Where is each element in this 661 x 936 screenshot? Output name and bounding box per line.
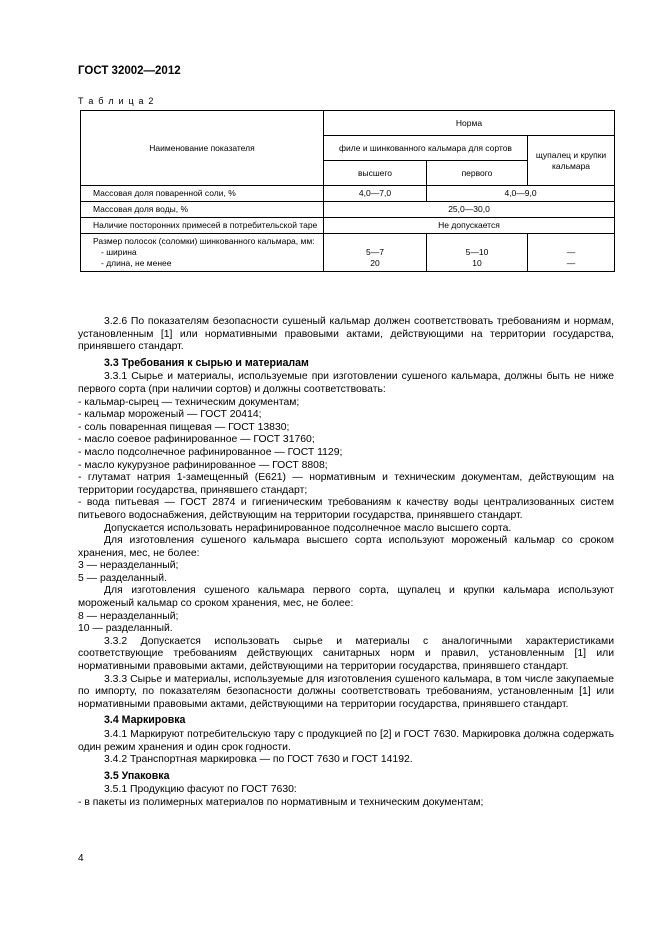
list-item: 5 — разделанный. <box>78 572 167 584</box>
list-item: - в пакеты из полимерных материалов по нормативным и техническим документам; <box>78 796 484 808</box>
list-item: - масло кукурузное рафинированное — ГОСТ 8808; <box>78 459 328 471</box>
header-tentacles: щупалец и крупки кальмара <box>528 136 615 186</box>
paragraph-3-3-3: 3.3.3 Сырье и материалы, используемые для изготовления сушеного кальмара, в том числе закупаемые по импорту, по показателям безопасности должны соответствовать требованиям, установленным [1] или нормативными правовыми актами, действующими на территории государства, принявшего стандарт. <box>78 673 614 710</box>
section-heading-3-3: 3.3 Требования к сырью и материалам <box>104 356 309 369</box>
requirements-table <box>80 110 615 272</box>
cell-rest: 4,0—9,0 <box>427 186 615 202</box>
cell-highest: 4,0—7,0 <box>324 186 427 202</box>
paragraph-3-2-6: 3.2.6 По показателям безопасности сушеный кальмар должен соответствовать требованиям и нормам, установленным [1] или нормативными правовыми актами, действующими на территории государства, принявшего стандарт. <box>78 316 614 353</box>
list-item: - кальмар-сырец — техническим документам; <box>78 396 300 408</box>
section-heading-3-5: 3.5 Упаковка <box>104 769 170 782</box>
cell-all: 25,0—30,0 <box>324 202 615 218</box>
header-fillet: филе и шинкованного кальмара для сортов <box>324 136 528 161</box>
cell-width-highest: 5—7 <box>366 247 384 257</box>
cell-tentacles-group <box>528 234 615 272</box>
document-code: ГОСТ 32002—2012 <box>78 65 181 77</box>
cell-highest-group <box>324 234 427 272</box>
table-row <box>81 202 615 218</box>
page-number: 4 <box>78 853 84 864</box>
row-name: Размер полосок (соломки) шинкованного кальмара, мм: <box>93 236 315 246</box>
paragraph-first-grade: Для изготовления сушеного кальмара первого сорта, щупалец и крупки кальмара используют мороженый кальмар со сроком хранения, мес, не более: <box>78 585 614 610</box>
table-row <box>81 218 615 234</box>
row-name: Наличие посторонних примесей в потребительской таре <box>81 218 324 234</box>
table-row <box>81 186 615 202</box>
header-norm: Норма <box>324 111 615 136</box>
row-name-group <box>81 234 324 272</box>
list-item: - масло соевое рафинированное — ГОСТ 31760; <box>78 434 315 446</box>
row-name: Массовая доля воды, % <box>81 202 324 218</box>
paragraph-3-4-2: 3.4.2 Транспортная маркировка — по ГОСТ 7630 и ГОСТ 14192. <box>104 754 413 766</box>
list-item: - глутамат натрия 1-замещенный (Е621) — нормативным и техническим документам, действующим на территории государства, принявшего стандарт; <box>78 472 614 496</box>
header-first: первого <box>427 161 528 186</box>
row-sub-width: - ширина <box>101 247 137 257</box>
list-item: 8 — неразделанный; <box>78 610 179 622</box>
list-item: 3 — неразделанный; <box>78 560 179 572</box>
paragraph-3-3-1: 3.3.1 Сырье и материалы, используемые при изготовлении сушеного кальмара, должны быть не ниже первого сорта (при наличии сортов) и должны соответствовать: <box>78 371 614 395</box>
row-sub-length: - длина, не менее <box>101 258 172 268</box>
paragraph-3-4-1: 3.4.1 Маркируют потребительскую тару с продукцией по [2] и ГОСТ 7630. Маркировка должна содержать один режим хранения и один срок годности. <box>78 729 614 753</box>
document-body <box>78 316 614 810</box>
cell-width-tentacles: — <box>566 247 576 257</box>
list-item: - масло подсолнечное рафинированное — ГОСТ 1129; <box>78 446 343 458</box>
list-item: - кальмар мороженый — ГОСТ 20414; <box>78 409 262 421</box>
cell-length-first: 10 <box>472 258 482 268</box>
row-name: Массовая доля поваренной соли, % <box>81 186 324 202</box>
cell-first-group <box>427 234 528 272</box>
table-row <box>81 234 615 272</box>
paragraph-oil: Допускается использовать нерафинированное подсолнечное масло высшего сорта. <box>104 522 512 534</box>
header-highest: высшего <box>324 161 427 186</box>
paragraph-highest-grade: Для изготовления сушеного кальмара высшего сорта используют мороженый кальмар со сроком хранения, мес, не более: <box>78 535 614 559</box>
cell-length-highest: 20 <box>370 258 380 268</box>
paragraph-3-3-2: 3.3.2 Допускается использовать сырье и материалы с аналогичными характеристиками соответствующие требованиям действующих санитарных норм и правил, установленным [1] или нормативными правовыми актами, действующими на территории государства, принявшего стандарт. <box>78 635 614 673</box>
paragraph-3-5-1: 3.5.1 Продукцию фасуют по ГОСТ 7630: <box>104 784 297 796</box>
cell-all: Не допускается <box>324 218 615 234</box>
list-item: - соль поваренная пищевая — ГОСТ 13830; <box>78 421 290 433</box>
cell-length-tentacles: — <box>566 258 576 268</box>
header-indicator: Наименование показателя <box>81 111 324 186</box>
section-heading-3-4: 3.4 Маркировка <box>104 714 186 727</box>
table-caption: Т а б л и ц а 2 <box>78 96 155 106</box>
list-item: - вода питьевая — ГОСТ 2874 и гигиеническим требованиям к качеству воды централизованных систем питьевого водоснабжения, действующим на территории государства, принявшего стандарт. <box>78 497 614 521</box>
cell-width-first: 5—10 <box>465 247 489 257</box>
list-item: 10 — разделанный. <box>78 623 173 635</box>
